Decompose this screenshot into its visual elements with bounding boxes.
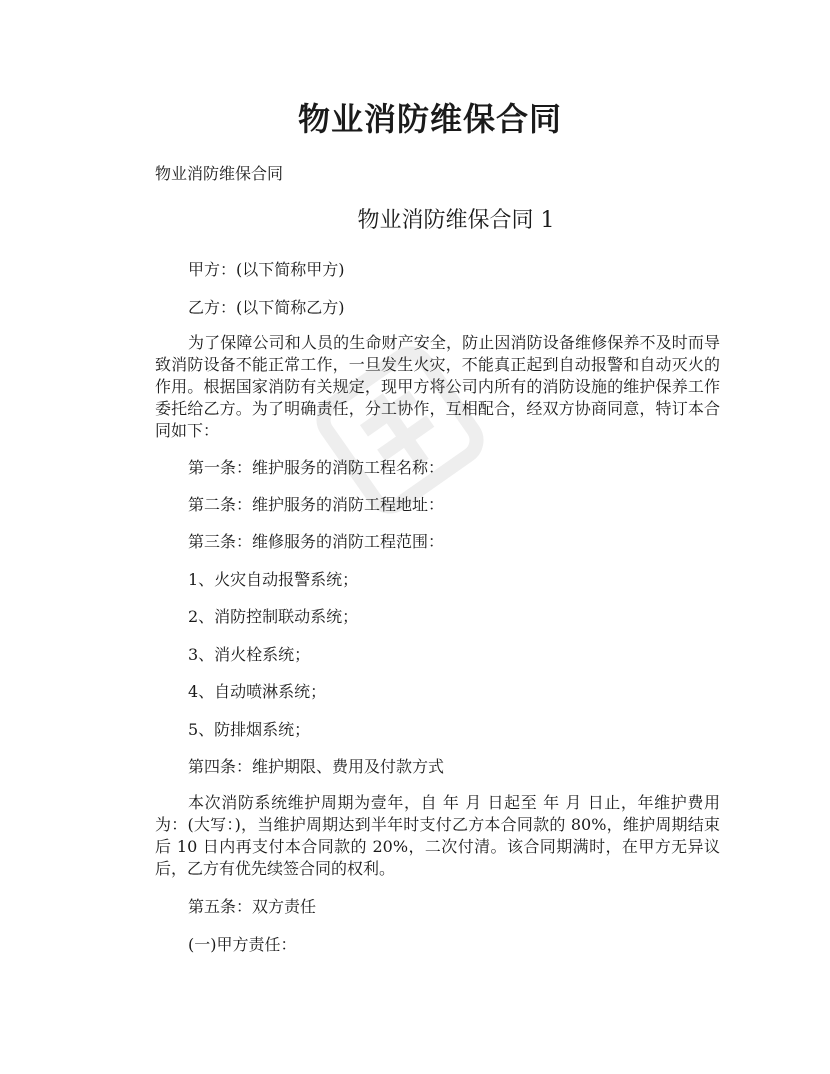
party-a-line: 甲方：(以下简称甲方) xyxy=(188,260,345,279)
article-4: 第四条：维护期限、费用及付款方式 xyxy=(188,757,445,776)
scope-item-1: 1、火灾自动报警系统； xyxy=(188,570,359,589)
party-b-line: 乙方：(以下简称乙方) xyxy=(188,298,345,317)
scope-item-2: 2、消防控制联动系统； xyxy=(188,607,359,626)
scope-item-4: 4、自动喷淋系统； xyxy=(188,682,327,701)
article-2: 第二条：维护服务的消防工程地址： xyxy=(188,495,445,514)
contract-heading: 物业消防维保合同 1 xyxy=(357,208,555,233)
scope-item-5: 5、防排烟系统； xyxy=(188,720,311,739)
scope-item-3: 3、消火栓系统； xyxy=(188,645,311,664)
article-3: 第三条：维修服务的消防工程范围： xyxy=(188,532,445,551)
article-1: 第一条：维护服务的消防工程名称： xyxy=(188,458,445,477)
intro-paragraph: 为了保障公司和人员的生命财产安全，防止因消防设备维修保养不及时而导致消防设备不能正常工作，一旦发生火灾，不能真正起到自动报警和自动灭火的作用。根据国家消防有关规定，现甲方将公司内所有的消防设施的维护保养工作委托给乙方。为了明确责任，分工协作，互相配合，经双方协商同意，特订本合同如下： xyxy=(155,333,720,440)
article-5: 第五条：双方责任 xyxy=(188,897,317,916)
document-title: 物业消防维保合同 xyxy=(297,100,562,138)
document-subtitle: 物业消防维保合同 xyxy=(155,164,284,183)
payment-paragraph: 本次消防系统维护周期为壹年，自 年 月 日起至 年 月 日止，年维护费用为：(大写：)，当维护周期达到半年时支付乙方本合同款的 80%，维护周期结束后 10 日内再支付本合同款的 20%，二次付清。该合同期满时，在甲方无异议后，乙方有优先续签合同的权利。 xyxy=(155,793,720,878)
party-a-duty: (一)甲方责任： xyxy=(188,935,297,954)
